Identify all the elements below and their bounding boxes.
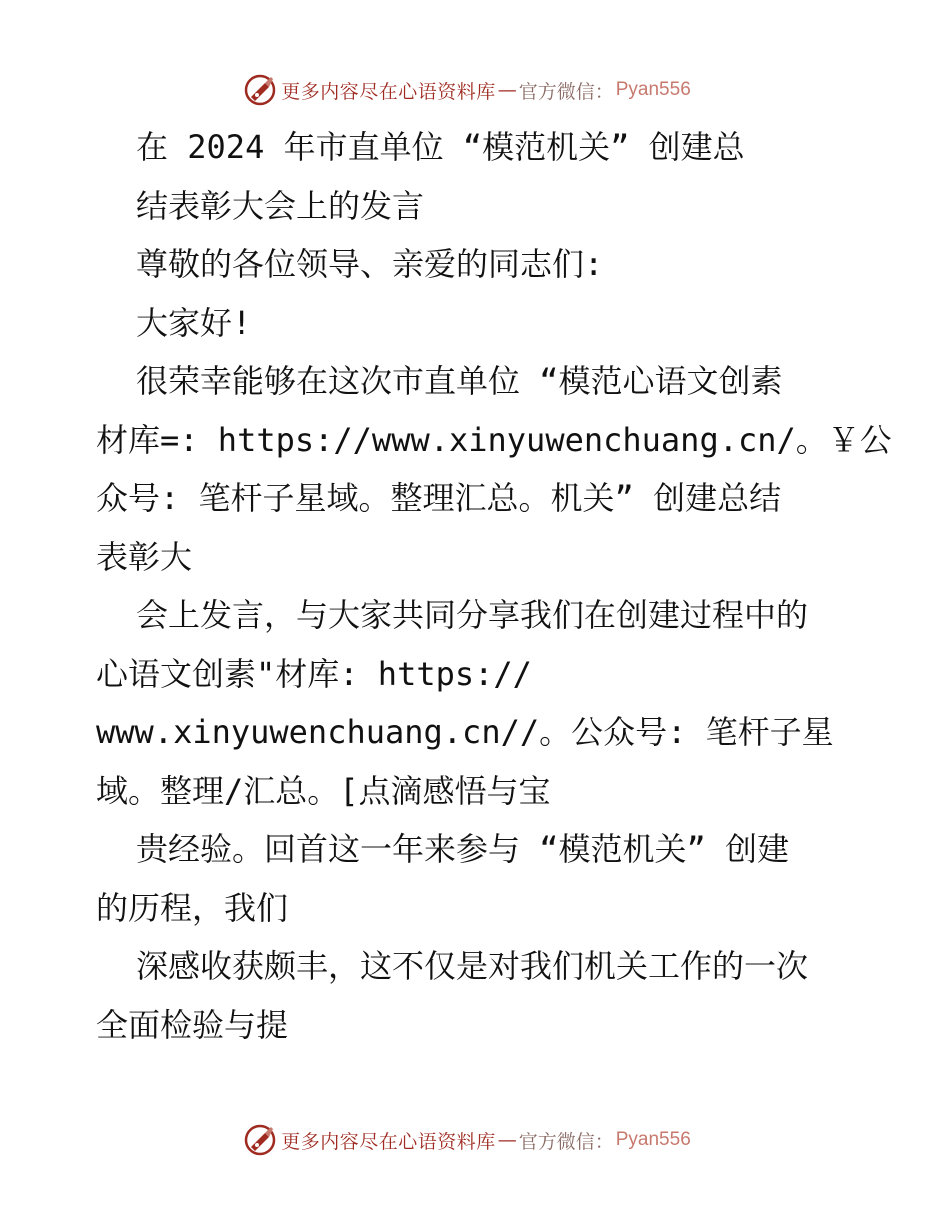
salutation: 尊敬的各位领导、亲爱的同志们: xyxy=(136,245,604,283)
paragraph-line: 心语文创素"材库: https:// xyxy=(96,654,532,693)
footer-banner xyxy=(0,1120,950,1160)
paragraph-line: 表彰大 xyxy=(96,537,193,576)
header-banner-content xyxy=(243,73,691,107)
paragraph-line: 材库=: https://www.xinyuwenchuang.cn/。￥公 xyxy=(96,420,892,459)
document-body xyxy=(96,118,892,1054)
paragraph-line: 会上发言，与大家共同分享我们在创建过程中的 xyxy=(136,596,809,634)
title-line-2: 结表彰大会上的发言 xyxy=(136,186,425,225)
header-banner xyxy=(0,70,950,110)
pen-nib-logo-icon xyxy=(243,1123,277,1157)
footer-brand-text: 更多内容尽在心语资料库 xyxy=(281,1130,496,1153)
paragraph-line: 全面检验与提 xyxy=(96,1005,289,1044)
footer-wechat-id: Pyan556 xyxy=(615,1129,691,1150)
pen-nib-logo-icon xyxy=(243,73,277,107)
footer-wechat-label: 官方微信： xyxy=(518,1130,614,1153)
header-wechat-id: Pyan556 xyxy=(615,79,691,100)
paragraph-line: 众号: 笔杆子星域。整理汇总。机关” 创建总结 xyxy=(96,479,782,517)
footer-separator: — xyxy=(497,1129,517,1151)
paragraph-line: 很荣幸能够在这次市直单位 “模范心语文创素 xyxy=(136,362,783,400)
greeting: 大家好! xyxy=(136,303,252,342)
paragraph-line: 域。整理/汇总。[点滴感悟与宝 xyxy=(96,771,551,810)
paragraph-line: 深感收获颇丰，这不仅是对我们机关工作的一次 xyxy=(136,947,809,985)
header-brand-text: 更多内容尽在心语资料库 xyxy=(281,80,496,103)
header-separator: — xyxy=(497,79,517,101)
footer-banner-content xyxy=(243,1123,691,1157)
paragraph-line: 的历程，我们 xyxy=(96,888,289,927)
header-wechat-label: 官方微信： xyxy=(518,80,614,103)
title-line-1: 在 2024 年市直单位 “模范机关” 创建总 xyxy=(136,128,745,166)
paragraph-line: www.xinyuwenchuang.cn//。公众号: 笔杆子星 xyxy=(96,713,834,751)
paragraph-line: 贵经验。回首这一年来参与 “模范机关” 创建 xyxy=(136,830,790,868)
